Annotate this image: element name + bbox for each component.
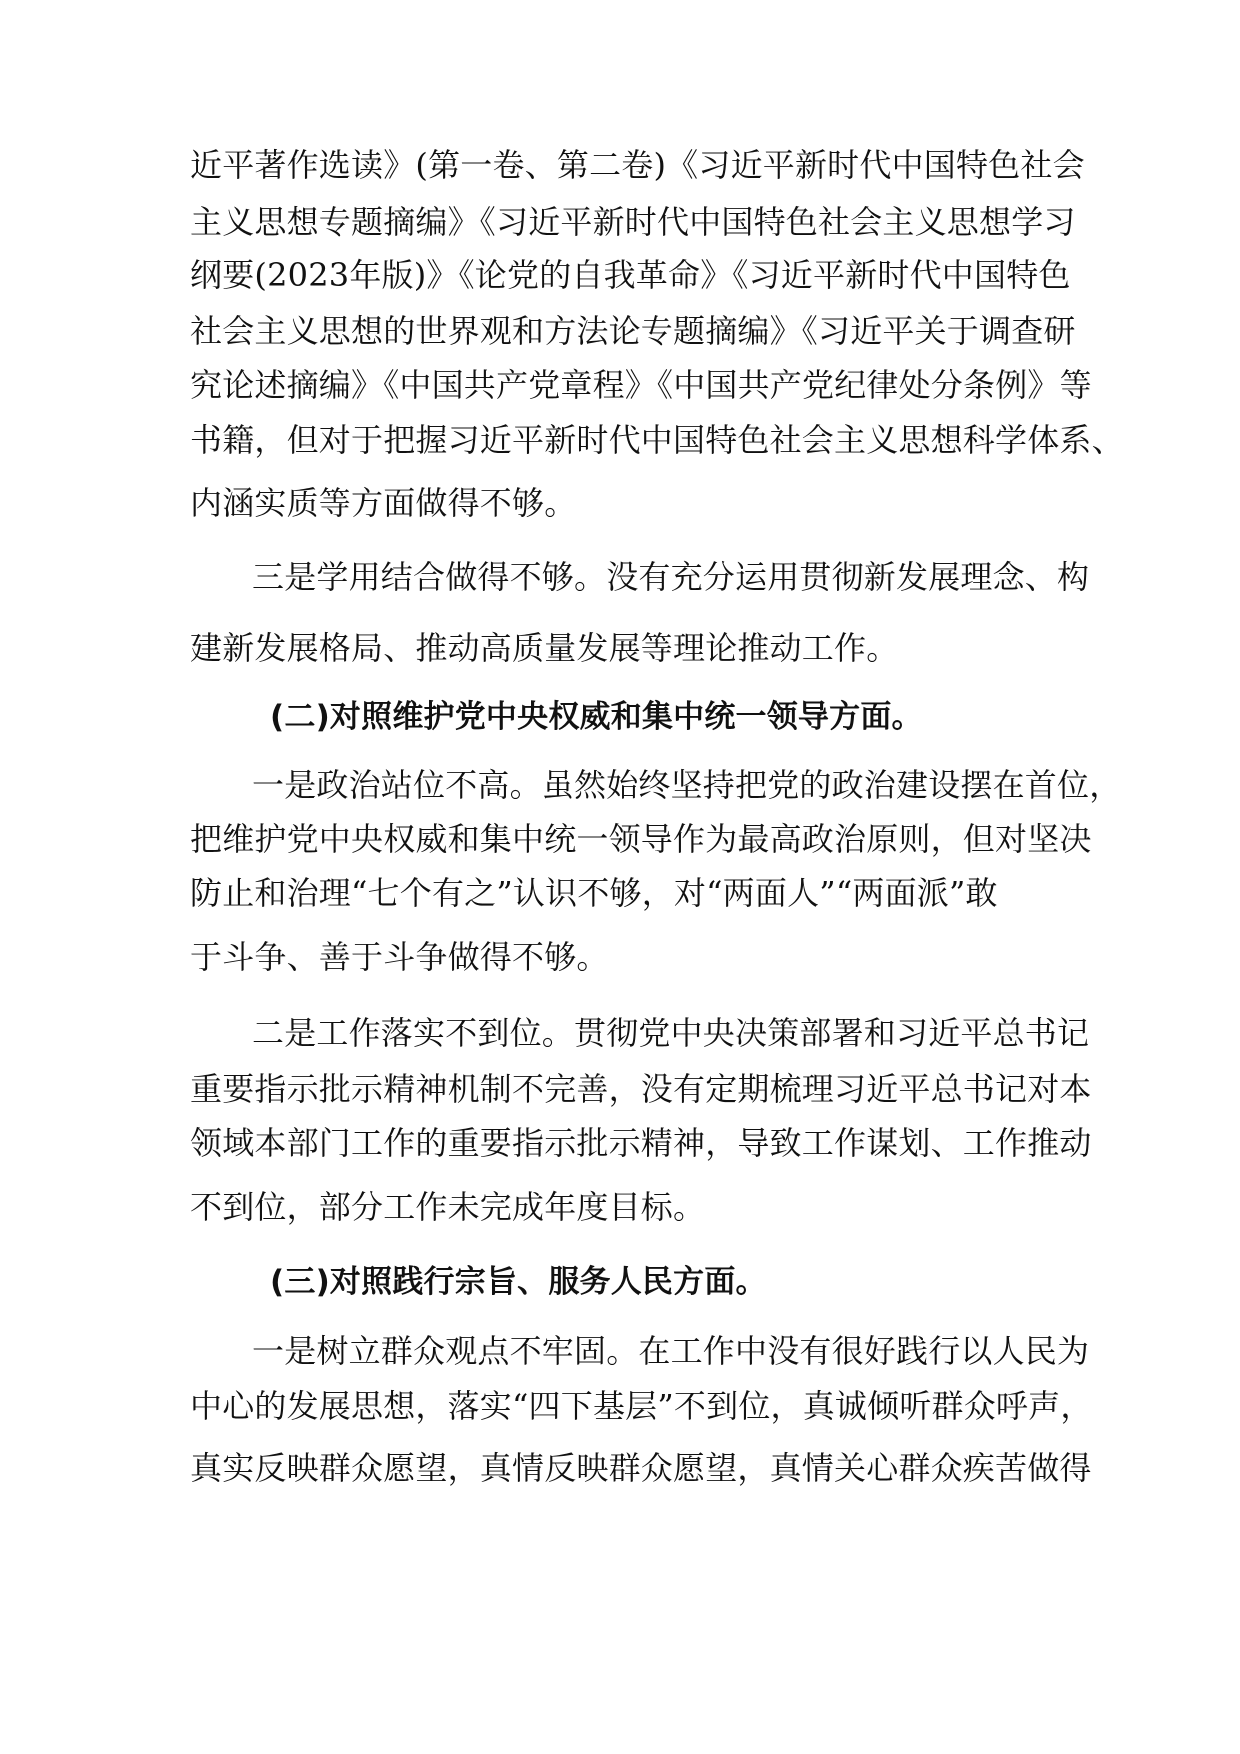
body-text-line: 主义思想专题摘编》《习近平新时代中国特色社会主义思想学习 [190,203,1076,241]
paragraph-item-1: 一是政治站位不高。虽然始终坚持把党的政治建设摆在首位， [252,766,1122,804]
body-text-line: 近平著作选读》(第一卷、第二卷)《习近平新时代中国特色社会 [190,146,1085,184]
paragraph-item-3: 三是学用结合做得不够。没有充分运用贯彻新发展理念、构 [252,558,1090,596]
body-text-line: 重要指示批示精神机制不完善，没有定期梳理习近平总书记对本 [190,1070,1092,1108]
body-text-line: 究论述摘编》《中国共产党章程》《中国共产党纪律处分条例》等 [190,366,1092,404]
section-heading-2: (二)对照维护党中央权威和集中统一领导方面。 [270,699,923,735]
body-text-line: 真实反映群众愿望，真情反映群众愿望，真情关心群众疾苦做得 [190,1449,1092,1487]
body-text-line: 建新发展格局、推动高质量发展等理论推动工作。 [190,629,899,667]
body-text-line: 纲要(2023年版)》《论党的自我革命》《习近平新时代中国特色 [190,256,1071,294]
body-text-line: 把维护党中央权威和集中统一领导作为最高政治原则，但对坚决 [190,820,1092,858]
paragraph-item-1: 一是树立群众观点不牢固。在工作中没有很好践行以人民为 [252,1332,1090,1370]
body-text-line: 书籍，但对于把握习近平新时代中国特色社会主义思想科学体系、 [190,421,1124,459]
body-text-line: 内涵实质等方面做得不够。 [190,484,577,522]
paragraph-item-2: 二是工作落实不到位。贯彻党中央决策部署和习近平总书记 [252,1014,1090,1052]
body-text-line: 于斗争、善于斗争做得不够。 [190,938,609,976]
body-text-line: 领域本部门工作的重要指示批示精神，导致工作谋划、工作推动 [190,1124,1092,1162]
body-text-line: 防止和治理“七个有之”认识不够，对“两面人”“两面派”敢 [190,874,998,912]
body-text-line: 社会主义思想的世界观和方法论专题摘编》《习近平关于调查研 [190,312,1076,350]
body-text-line: 不到位，部分工作未完成年度目标。 [190,1188,706,1226]
section-heading-3: (三)对照践行宗旨、服务人民方面。 [270,1264,767,1300]
body-text-line: 中心的发展思想，落实“四下基层”不到位，真诚倾听群众呼声， [190,1387,1093,1425]
